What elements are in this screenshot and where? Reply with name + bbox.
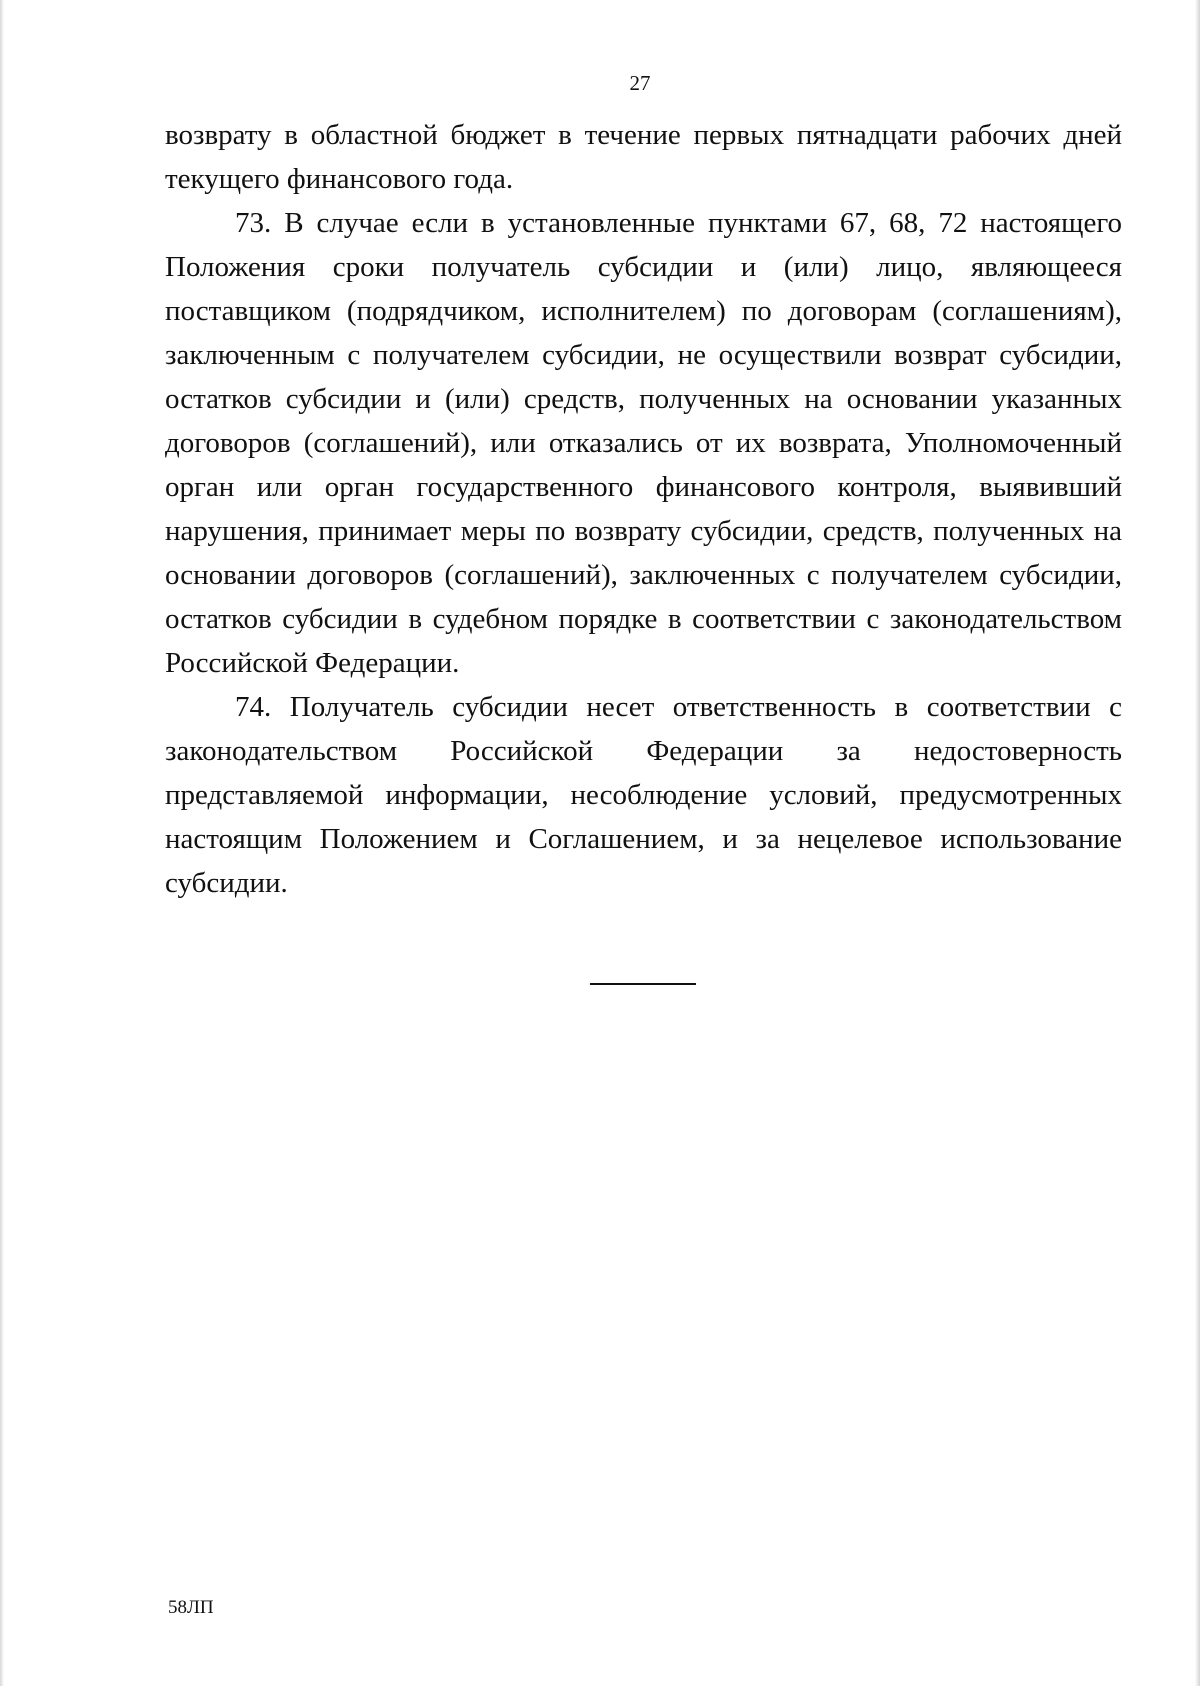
- page-number: 27: [629, 71, 651, 95]
- end-of-text-rule: [590, 983, 696, 985]
- document-body: [165, 113, 1122, 905]
- paragraph-74: 74. Получатель субсидии несет ответственность в соответствии с законодательством Российской Федерации за недостоверность представляемой информации, несоблюдение условий, предусмотренных настоящим Положением и Соглашением, и за нецелевое использование субсидии.: [165, 691, 1122, 899]
- scan-edge-left: [0, 0, 4, 1686]
- paragraph-73: 73. В случае если в установленные пунктами 67, 68, 72 настоящего Положения сроки получатель субсидии и (или) лицо, являющееся поставщиком (подрядчиком, исполнителем) по договорам (соглашениям), заключенным с получателем субсидии, не осуществили возврат субсидии, остатков субсидии и (или) средств, полученных на основании указанных договоров (соглашений), или отказались от их возврата, Уполномоченный орган или орган государственного финансового контроля, выявивший нарушения, принимает меры по возврату субсидии, средств, полученных на основании договоров (соглашений), заключенных с получателем субсидии, остатков субсидии в судебном порядке в соответствии с законодательством Российской Федерации.: [165, 207, 1122, 679]
- footer-code: 58ЛП: [168, 1597, 214, 1618]
- scan-edge-right: [1195, 0, 1200, 1686]
- paragraph-continuation: возврату в областной бюджет в течение первых пятнадцати рабочих дней текущего финансового года.: [165, 119, 1122, 195]
